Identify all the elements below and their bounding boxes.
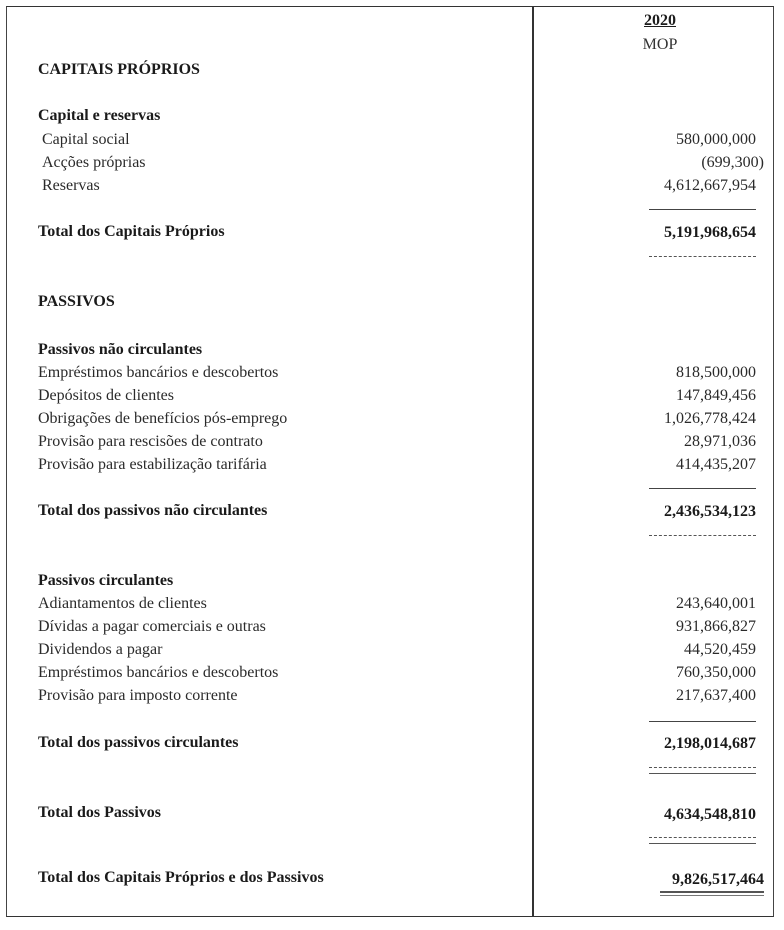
grand-total-double-underline (660, 891, 764, 893)
total-dashed-rule (649, 767, 756, 768)
total-underline-rule (649, 773, 756, 774)
line-item-value: 44,520,459 (684, 641, 756, 658)
total-equity-value: 5,191,968,654 (664, 224, 756, 241)
line-item-label: Provisão para rescisões de contrato (38, 433, 263, 450)
total-current-value: 2,198,014,687 (664, 735, 756, 752)
total-liabilities-label: Total dos Passivos (38, 804, 161, 821)
total-liabilities-value: 4,634,548,810 (664, 806, 756, 823)
line-item-label: Empréstimos bancários e descobertos (38, 664, 279, 681)
line-item-value: 414,435,207 (676, 456, 756, 473)
section-title-equity: CAPITAIS PRÓPRIOS (38, 61, 200, 78)
subtotal-rule (649, 488, 756, 489)
grand-total-value: 9,826,517,464 (672, 871, 764, 888)
line-item-value: 4,612,667,954 (664, 177, 756, 194)
line-item-label: Dividendos a pagar (38, 641, 163, 658)
line-item-value: 580,000,000 (676, 131, 756, 148)
year-header: 2020 (644, 12, 676, 29)
line-item-value: (699,300) (701, 154, 764, 171)
subsection-current: Passivos circulantes (38, 572, 174, 589)
line-item-value: 217,637,400 (676, 687, 756, 704)
line-item-value: 1,026,778,424 (664, 410, 756, 427)
line-item-value: 931,866,827 (676, 618, 756, 635)
line-item-label: Dívidas a pagar comerciais e outras (38, 618, 266, 635)
line-item-label: Provisão para imposto corrente (38, 687, 238, 704)
line-item-value: 243,640,001 (676, 595, 756, 612)
line-item-label: Reservas (42, 177, 100, 194)
total-dashed-rule (649, 256, 756, 257)
line-item-value: 760,350,000 (676, 664, 756, 681)
line-item-value: 147,849,456 (676, 387, 756, 404)
line-item-value: 818,500,000 (676, 364, 756, 381)
total-current-label: Total dos passivos circulantes (38, 734, 239, 751)
subsection-non-current: Passivos não circulantes (38, 341, 203, 358)
line-item-label: Capital social (42, 131, 130, 148)
total-dashed-rule (649, 837, 756, 838)
currency-header: MOP (642, 36, 678, 53)
total-equity-label: Total dos Capitais Próprios (38, 223, 225, 240)
line-item-label: Provisão para estabilização tarifária (38, 456, 267, 473)
total-dashed-rule (649, 535, 756, 536)
subtotal-rule (649, 209, 756, 210)
section-title-liabilities: PASSIVOS (38, 293, 115, 310)
line-item-label: Adiantamentos de clientes (38, 595, 207, 612)
subtotal-rule (649, 721, 756, 722)
grand-total-label: Total dos Capitais Próprios e dos Passivos (38, 869, 324, 886)
line-item-label: Acções próprias (42, 154, 146, 171)
total-underline-rule (649, 843, 756, 844)
total-non-current-value: 2,436,534,123 (664, 503, 756, 520)
line-item-value: 28,971,036 (684, 433, 756, 450)
subsection-capital-reserves: Capital e reservas (38, 107, 161, 124)
line-item-label: Depósitos de clientes (38, 387, 174, 404)
grand-total-double-underline-2 (660, 895, 764, 896)
column-divider (532, 6, 534, 917)
line-item-label: Empréstimos bancários e descobertos (38, 364, 279, 381)
line-item-label: Obrigações de benefícios pós-emprego (38, 410, 288, 427)
total-non-current-label: Total dos passivos não circulantes (38, 502, 268, 519)
